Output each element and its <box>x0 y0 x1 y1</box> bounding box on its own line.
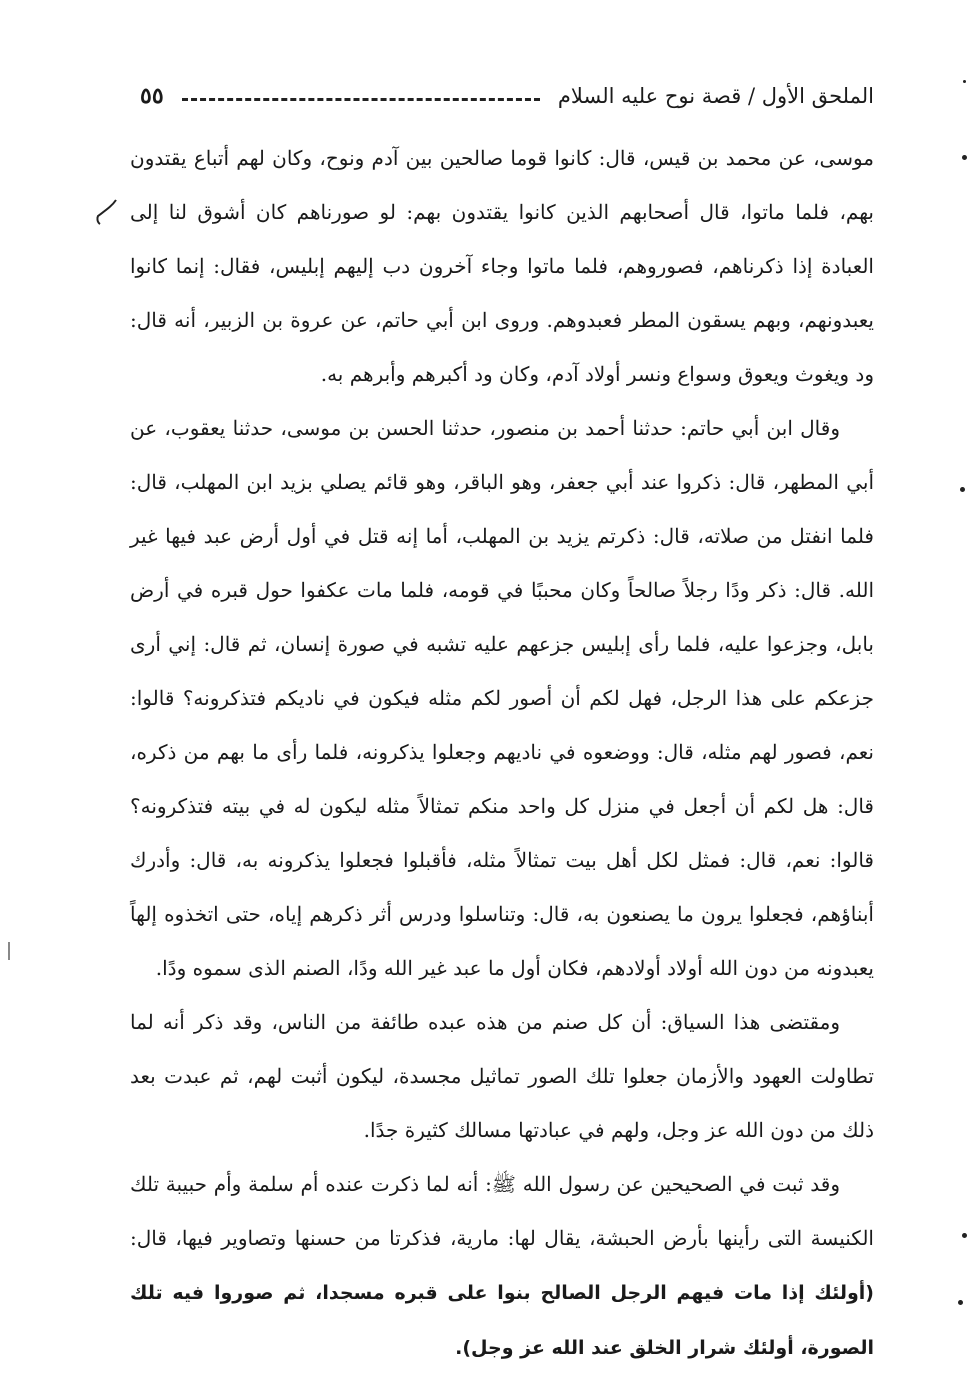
paragraph-4 <box>130 1157 874 1375</box>
hadith-quote: (أولئك إذا مات فيهم الرجل الصالح بنوا على قبره مسجدا، ثم صوروا فيه تلك الصورة، أولئك شرار الخلق عند الله عز وجل). <box>130 1282 874 1359</box>
margin-speck <box>958 1300 963 1305</box>
header-dashed-rule <box>182 98 540 101</box>
margin-speck <box>960 487 965 492</box>
margin-pen-mark <box>94 198 120 226</box>
body-text <box>130 131 874 1375</box>
paragraph-4-text: وقد ثبت في الصحيحين عن رسول الله ﷺ: أنه لما ذكرت عنده أم سلمة وأم حبيبة تلك الكنيسة التى رأينها بأرض الحبشة، يقال لها: مارية، فذكرتا من حسنها وتصاوير فيها، قال: <box>130 1172 874 1250</box>
margin-speck <box>962 155 967 160</box>
paragraph-2-text: وقال ابن أبي حاتم: حدثنا أحمد بن منصور، حدثنا الحسن بن موسى، حدثنا يعقوب، عن أبي المطهر، قال: ذكروا عند أبي جعفر، وهو الباقر، وهو قائم يصلي بزيد ابن المهلب، قال: فلما انفتل من صلاته، قال: ذكرتم يزيد بن المهلب، أما إنه قتل في أول أرض عبد فيها غير الله. قال: ذكر ودًا رجلاً صالحاً وكان محببًا في قومه، فلما مات عكفوا حول قبره في أرض بابل، وجزعوا عليه، فلما رأى إبليس جزعهم عليه تشبه في صورة إنسان، ثم قال: إني أرى جزعكم على هذا الرجل، فهل لكم أن أصور لكم مثله فيكون في ناديكم فتذكرونه؟ قالوا: نعم، فصور لهم مثله، قال: ووضعوه في ناديهم وجعلوا يذكرونه، فلما رأى ما بهم من ذكره، قال: هل لكم أن أجعل في منزل كل واحد منكم تمثالاً مثله ليكون له في بيته فتذكرونه؟ قالوا: نعم، قال: فمثل لكل أهل بيت تمثالاً مثله، فأقبلوا فجعلوا يذكرونه به، قال: وأدرك أبناؤهم، فجعلوا يرون ما يصنعون به، قال: وتناسلوا ودرس أثر ذكرهم إياه، حتى اتخذوه إلهاً يعبدونه من دون الله أولاد أولادهم، فكان أول ما عبد غير الله ودًا، الصنم الذى سموه ودًا. <box>130 416 874 980</box>
paragraph-1-text: موسى، عن محمد بن قيس، قال: كانوا قوما صالحين بين آدم ونوح، وكان لهم أتباع يقتدون بهم، فلما ماتوا، قال أصحابهم الذين كانوا يقتدون بهم: لو صورناهم كان أشوق لنا إلى العبادة إذا ذكرناهم، فصوروهم، فلما ماتوا وجاء آخرون دب إليهم إبليس، فقال: إنما كانوا يعبدونهم، وبهم يسقون المطر فعبدوهم. وروى ابن أبي حاتم، عن عروة بن الزبير، أنه قال: ود ويغوث ويعوق وسواع ونسر أولاد آدم، وكان ود أكبرهم وأبرهم به. <box>130 146 874 386</box>
margin-speck <box>962 1233 967 1238</box>
paragraph-3 <box>130 995 874 1157</box>
running-header <box>140 74 874 118</box>
paragraph-3-text: ومقتضى هذا السياق: أن كل صنم من هذه عبده طائفة من الناس، وقد ذكر أنه لما تطاولت العهود والأزمان جعلوا تلك الصور تماثيل مجسدة، ليكون أثبت لهم، ثم عبدت بعد ذلك من دون الله عز وجل، ولهم في عبادتها مسالك كثيرة جدًا. <box>130 1010 874 1142</box>
margin-speck <box>8 942 10 960</box>
paragraph-1 <box>130 131 874 401</box>
header-title: الملحق الأول / قصة نوح عليه السلام <box>557 84 874 108</box>
page-number: ٥٥ <box>140 83 164 109</box>
paragraph-2 <box>130 401 874 995</box>
margin-speck <box>963 80 966 83</box>
